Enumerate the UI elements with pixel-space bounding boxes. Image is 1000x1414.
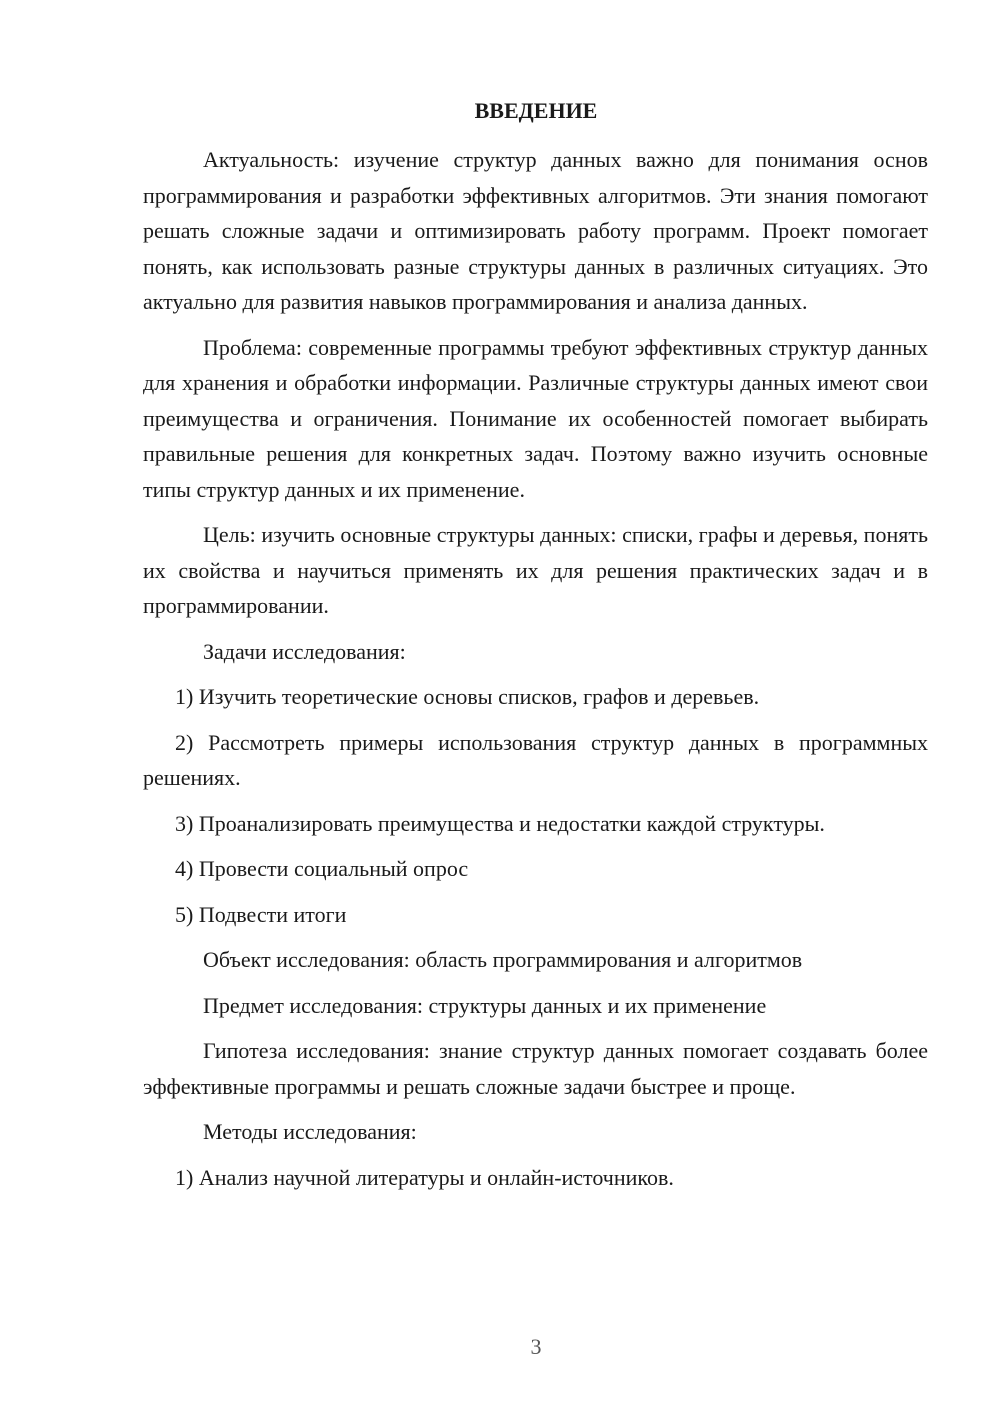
task-item-5: 5) Подвести итоги xyxy=(175,901,347,927)
research-subject: Предмет исследования: структуры данных и их применение xyxy=(203,992,767,1018)
tasks-heading: Задачи исследования: xyxy=(203,638,406,664)
method-item-1: 1) Анализ научной литературы и онлайн-источников. xyxy=(175,1164,674,1190)
page-number: 3 xyxy=(530,1334,542,1359)
task-item-2: 2) Рассмотреть примеры использования структур данных в программных решениях. xyxy=(143,729,928,790)
task-item-4: 4) Провести социальный опрос xyxy=(175,856,469,881)
task-item-3: 3) Проанализировать преимущества и недостатки каждой структуры. xyxy=(175,810,825,836)
paragraph-relevance: Актуальность: изучение структур данных важно для понимания основ программирования и разработки эффективных алгоритмов. Эти знания помогают решать сложные задачи и оптимизировать работу программ. Проект помогает понять, как использовать разные структуры данных в различных ситуациях. Это актуально для развития навыков программирования и анализа данных. xyxy=(143,147,928,314)
paragraph-problem: Проблема: современные программы требуют эффективных структур данных для хранения и обработки информации. Различные структуры данных имеют свои преимущества и ограничения. Понимание их особенностей помогает выбирать правильные решения для конкретных задач. Поэтому важно изучить основные типы структур данных и их применение. xyxy=(143,334,928,502)
section-title: ВВЕДЕНИЕ xyxy=(474,98,598,123)
research-object: Объект исследования: область программирования и алгоритмов xyxy=(203,947,803,972)
paragraph-goal: Цель: изучить основные структуры данных: списки, графы и деревья, понять их свойства и научиться применять их для решения практических задач и в программировании. xyxy=(143,522,928,618)
methods-heading: Методы исследования: xyxy=(203,1119,417,1144)
body-text xyxy=(143,142,928,1195)
task-item-1: 1) Изучить теоретические основы списков, графов и деревьев. xyxy=(175,684,760,709)
research-hypothesis: Гипотеза исследования: знание структур данных помогает создавать более эффективные программы и решать сложные задачи быстрее и проще. xyxy=(143,1038,928,1099)
